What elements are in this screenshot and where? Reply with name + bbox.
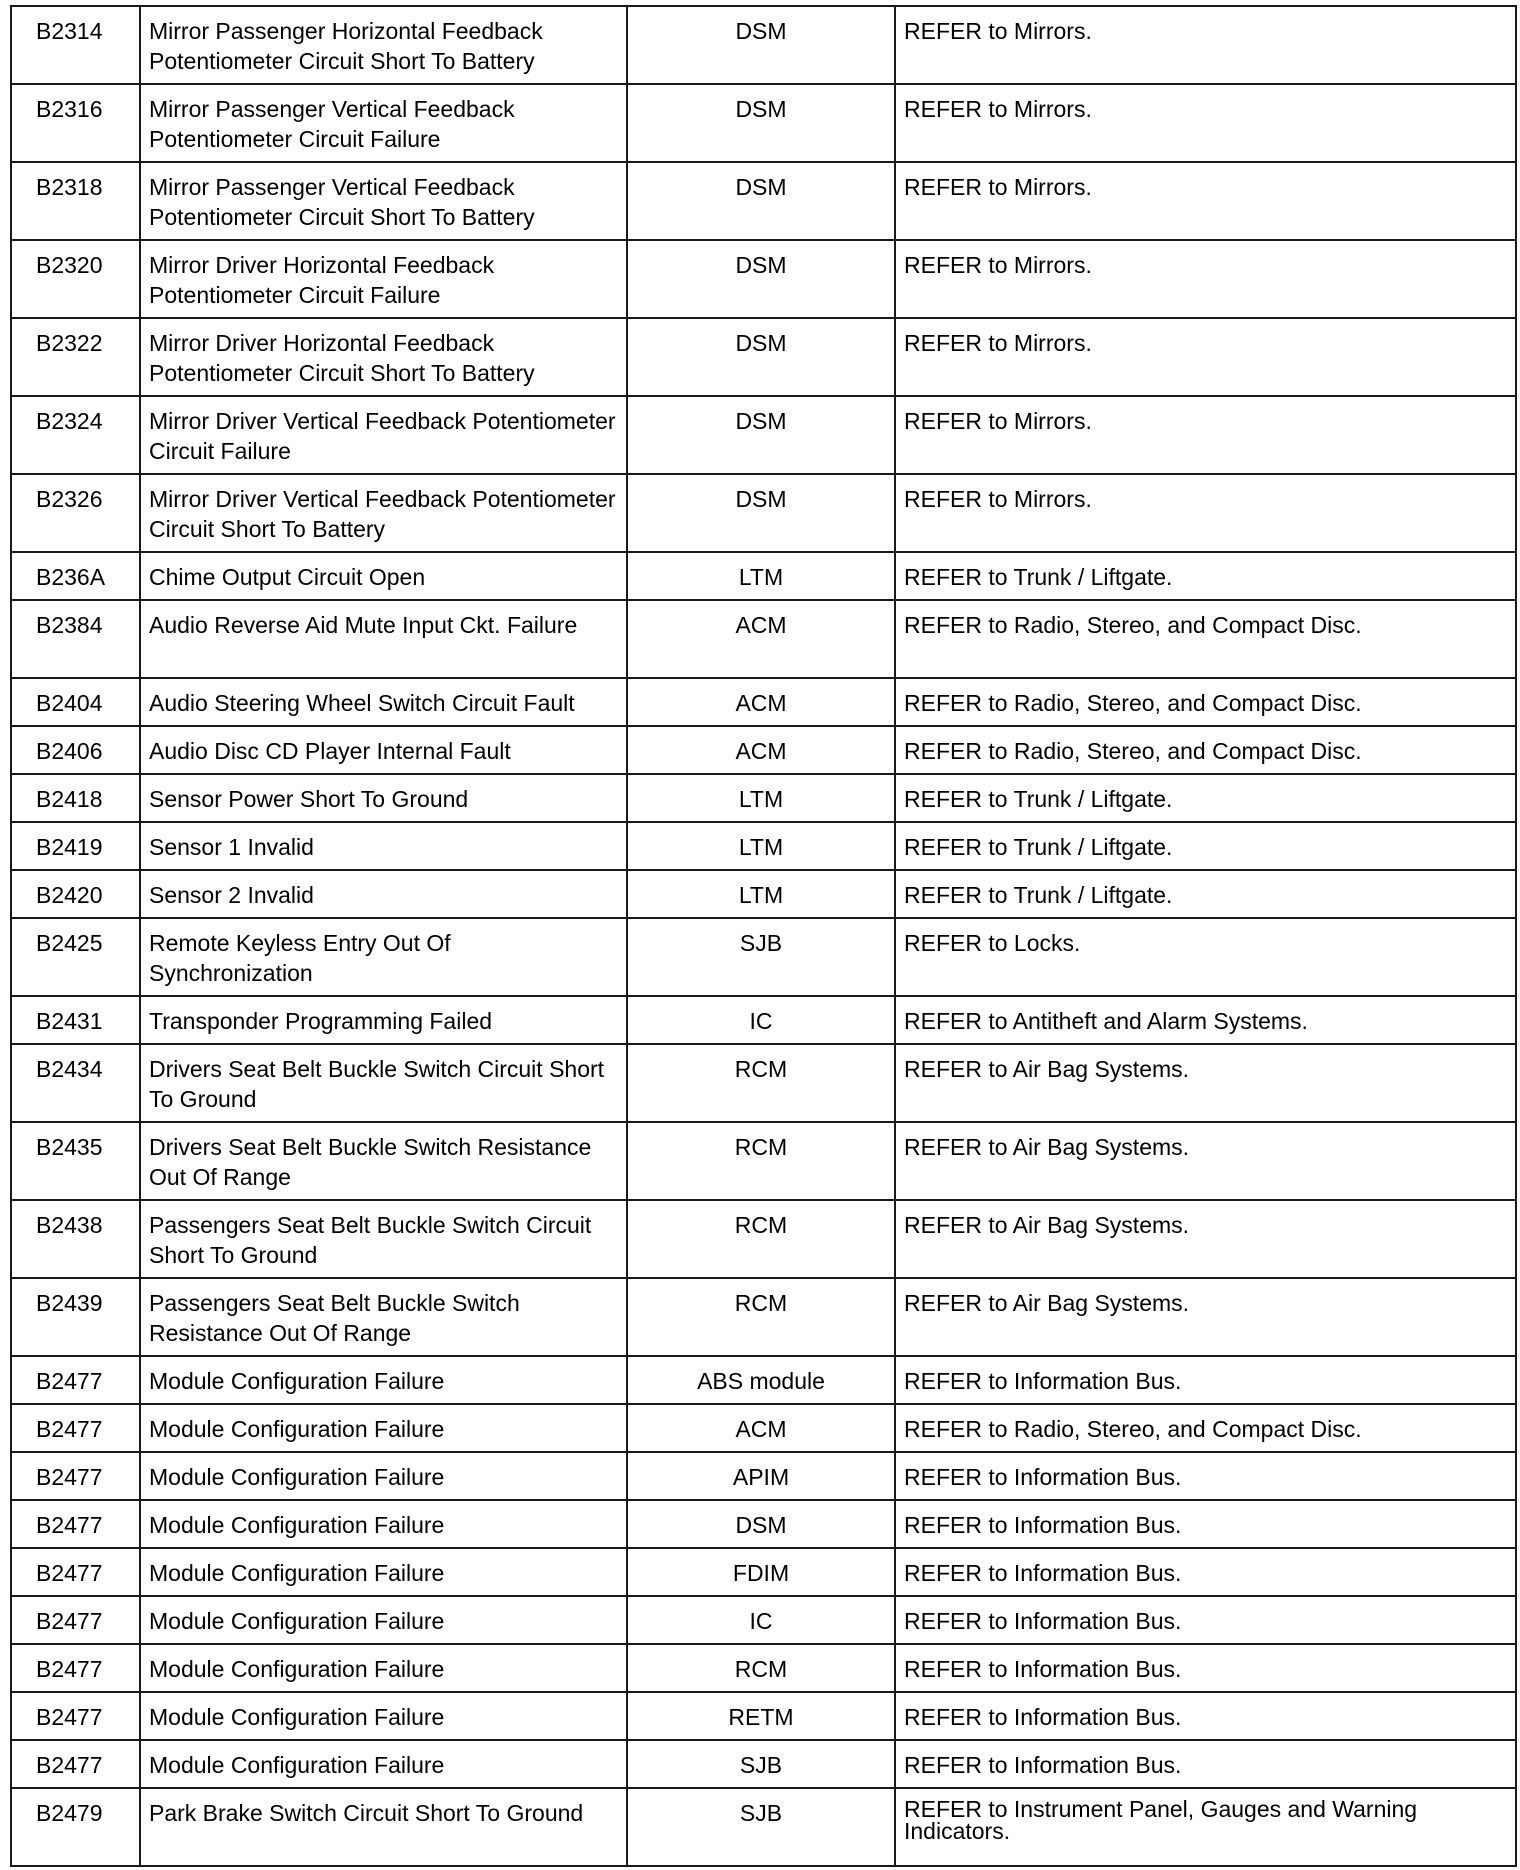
dtc-code: B2318 <box>11 162 140 240</box>
table-row <box>11 678 1516 726</box>
table-row <box>11 552 1516 600</box>
dtc-module: RCM <box>627 1122 895 1200</box>
dtc-action: REFER to Information Bus. <box>895 1500 1516 1548</box>
dtc-description: Drivers Seat Belt Buckle Switch Resistance Out Of Range <box>140 1122 627 1200</box>
dtc-action: REFER to Trunk / Liftgate. <box>895 822 1516 870</box>
dtc-action: REFER to Mirrors. <box>895 240 1516 318</box>
dtc-description: Audio Steering Wheel Switch Circuit Fault <box>140 678 627 726</box>
table-row <box>11 474 1516 552</box>
dtc-action: REFER to Information Bus. <box>895 1692 1516 1740</box>
dtc-code: B2477 <box>11 1692 140 1740</box>
dtc-action: REFER to Mirrors. <box>895 474 1516 552</box>
table-row <box>11 1596 1516 1644</box>
dtc-code: B236A <box>11 552 140 600</box>
table-row <box>11 822 1516 870</box>
dtc-description: Remote Keyless Entry Out Of Synchronization <box>140 918 627 996</box>
dtc-action: REFER to Radio, Stereo, and Compact Disc. <box>895 1404 1516 1452</box>
dtc-action: REFER to Mirrors. <box>895 84 1516 162</box>
dtc-module: RCM <box>627 1278 895 1356</box>
dtc-module: DSM <box>627 318 895 396</box>
dtc-action: REFER to Radio, Stereo, and Compact Disc. <box>895 678 1516 726</box>
dtc-module: ACM <box>627 1404 895 1452</box>
dtc-code: B2477 <box>11 1740 140 1788</box>
dtc-code: B2419 <box>11 822 140 870</box>
dtc-description: Passengers Seat Belt Buckle Switch Circuit Short To Ground <box>140 1200 627 1278</box>
table-row <box>11 1122 1516 1200</box>
dtc-description: Mirror Driver Horizontal Feedback Potentiometer Circuit Short To Battery <box>140 318 627 396</box>
dtc-table <box>10 5 1517 1867</box>
table-row <box>11 1404 1516 1452</box>
dtc-module: DSM <box>627 1500 895 1548</box>
dtc-code: B2324 <box>11 396 140 474</box>
dtc-module: ACM <box>627 678 895 726</box>
dtc-description: Module Configuration Failure <box>140 1644 627 1692</box>
dtc-code: B2316 <box>11 84 140 162</box>
dtc-module: RETM <box>627 1692 895 1740</box>
dtc-description: Chime Output Circuit Open <box>140 552 627 600</box>
dtc-action: REFER to Air Bag Systems. <box>895 1122 1516 1200</box>
dtc-module: SJB <box>627 1740 895 1788</box>
dtc-code: B2479 <box>11 1788 140 1866</box>
table-row <box>11 918 1516 996</box>
dtc-module: FDIM <box>627 1548 895 1596</box>
dtc-module: LTM <box>627 774 895 822</box>
dtc-code: B2477 <box>11 1452 140 1500</box>
table-row <box>11 870 1516 918</box>
dtc-code: B2322 <box>11 318 140 396</box>
table-row <box>11 1740 1516 1788</box>
dtc-code: B2435 <box>11 1122 140 1200</box>
table-row <box>11 1692 1516 1740</box>
dtc-description: Sensor Power Short To Ground <box>140 774 627 822</box>
dtc-code: B2477 <box>11 1644 140 1692</box>
dtc-description: Mirror Driver Vertical Feedback Potentiometer Circuit Failure <box>140 396 627 474</box>
dtc-action: REFER to Trunk / Liftgate. <box>895 552 1516 600</box>
table-row <box>11 1644 1516 1692</box>
dtc-module: RCM <box>627 1200 895 1278</box>
dtc-action: REFER to Antitheft and Alarm Systems. <box>895 996 1516 1044</box>
dtc-code: B2477 <box>11 1500 140 1548</box>
dtc-description: Module Configuration Failure <box>140 1356 627 1404</box>
dtc-code: B2404 <box>11 678 140 726</box>
dtc-description: Module Configuration Failure <box>140 1596 627 1644</box>
dtc-module: DSM <box>627 240 895 318</box>
dtc-module: APIM <box>627 1452 895 1500</box>
dtc-code: B2420 <box>11 870 140 918</box>
dtc-module: DSM <box>627 396 895 474</box>
dtc-module: ACM <box>627 600 895 678</box>
dtc-action: REFER to Information Bus. <box>895 1596 1516 1644</box>
dtc-action: REFER to Mirrors. <box>895 6 1516 84</box>
dtc-description: Mirror Passenger Vertical Feedback Potentiometer Circuit Short To Battery <box>140 162 627 240</box>
dtc-code: B2431 <box>11 996 140 1044</box>
dtc-description: Module Configuration Failure <box>140 1740 627 1788</box>
dtc-action: REFER to Air Bag Systems. <box>895 1044 1516 1122</box>
table-row <box>11 84 1516 162</box>
dtc-code: B2320 <box>11 240 140 318</box>
dtc-code: B2434 <box>11 1044 140 1122</box>
table-row <box>11 1548 1516 1596</box>
dtc-code: B2384 <box>11 600 140 678</box>
dtc-code: B2477 <box>11 1596 140 1644</box>
dtc-description: Audio Disc CD Player Internal Fault <box>140 726 627 774</box>
dtc-module: DSM <box>627 474 895 552</box>
dtc-action: REFER to Information Bus. <box>895 1644 1516 1692</box>
dtc-module: RCM <box>627 1644 895 1692</box>
dtc-module: SJB <box>627 1788 895 1866</box>
dtc-module: LTM <box>627 552 895 600</box>
dtc-module: ACM <box>627 726 895 774</box>
dtc-description: Module Configuration Failure <box>140 1500 627 1548</box>
table-row <box>11 600 1516 678</box>
dtc-module: LTM <box>627 870 895 918</box>
table-row <box>11 1278 1516 1356</box>
dtc-action: REFER to Information Bus. <box>895 1452 1516 1500</box>
dtc-table-body <box>11 6 1516 1866</box>
dtc-description: Drivers Seat Belt Buckle Switch Circuit Short To Ground <box>140 1044 627 1122</box>
dtc-code: B2438 <box>11 1200 140 1278</box>
table-row <box>11 774 1516 822</box>
table-row <box>11 726 1516 774</box>
dtc-description: Passengers Seat Belt Buckle Switch Resistance Out Of Range <box>140 1278 627 1356</box>
dtc-description: Audio Reverse Aid Mute Input Ckt. Failure <box>140 600 627 678</box>
dtc-module: ABS module <box>627 1356 895 1404</box>
table-row <box>11 1200 1516 1278</box>
dtc-description: Module Configuration Failure <box>140 1404 627 1452</box>
dtc-code: B2326 <box>11 474 140 552</box>
dtc-code: B2477 <box>11 1404 140 1452</box>
table-row <box>11 162 1516 240</box>
dtc-action: REFER to Information Bus. <box>895 1548 1516 1596</box>
table-row <box>11 1044 1516 1122</box>
dtc-action: REFER to Radio, Stereo, and Compact Disc. <box>895 600 1516 678</box>
dtc-code: B2425 <box>11 918 140 996</box>
dtc-description: Sensor 2 Invalid <box>140 870 627 918</box>
table-row <box>11 1788 1516 1866</box>
dtc-description: Sensor 1 Invalid <box>140 822 627 870</box>
dtc-module: SJB <box>627 918 895 996</box>
table-row <box>11 1356 1516 1404</box>
dtc-description: Module Configuration Failure <box>140 1548 627 1596</box>
dtc-action: REFER to Mirrors. <box>895 318 1516 396</box>
dtc-action: REFER to Information Bus. <box>895 1356 1516 1404</box>
dtc-action: REFER to Trunk / Liftgate. <box>895 774 1516 822</box>
dtc-code: B2418 <box>11 774 140 822</box>
dtc-module: IC <box>627 1596 895 1644</box>
dtc-action: REFER to Air Bag Systems. <box>895 1278 1516 1356</box>
dtc-module: DSM <box>627 6 895 84</box>
table-row <box>11 1500 1516 1548</box>
table-row <box>11 6 1516 84</box>
dtc-code: B2439 <box>11 1278 140 1356</box>
dtc-description: Park Brake Switch Circuit Short To Ground <box>140 1788 627 1866</box>
dtc-description: Mirror Passenger Vertical Feedback Potentiometer Circuit Failure <box>140 84 627 162</box>
dtc-description: Module Configuration Failure <box>140 1692 627 1740</box>
dtc-description: Mirror Driver Horizontal Feedback Potentiometer Circuit Failure <box>140 240 627 318</box>
dtc-action: REFER to Air Bag Systems. <box>895 1200 1516 1278</box>
dtc-action: REFER to Locks. <box>895 918 1516 996</box>
table-row <box>11 1452 1516 1500</box>
dtc-module: IC <box>627 996 895 1044</box>
dtc-description: Transponder Programming Failed <box>140 996 627 1044</box>
dtc-code: B2406 <box>11 726 140 774</box>
dtc-description: Module Configuration Failure <box>140 1452 627 1500</box>
dtc-code: B2477 <box>11 1356 140 1404</box>
table-row <box>11 318 1516 396</box>
dtc-module: DSM <box>627 84 895 162</box>
table-row <box>11 996 1516 1044</box>
dtc-module: RCM <box>627 1044 895 1122</box>
dtc-action: REFER to Instrument Panel, Gauges and Warning Indicators. <box>895 1788 1516 1866</box>
dtc-action: REFER to Mirrors. <box>895 396 1516 474</box>
dtc-action: REFER to Trunk / Liftgate. <box>895 870 1516 918</box>
dtc-module: DSM <box>627 162 895 240</box>
dtc-description: Mirror Driver Vertical Feedback Potentiometer Circuit Short To Battery <box>140 474 627 552</box>
dtc-module: LTM <box>627 822 895 870</box>
table-row <box>11 240 1516 318</box>
dtc-action: REFER to Radio, Stereo, and Compact Disc. <box>895 726 1516 774</box>
dtc-code: B2477 <box>11 1548 140 1596</box>
dtc-action: REFER to Information Bus. <box>895 1740 1516 1788</box>
table-row <box>11 396 1516 474</box>
dtc-action: REFER to Mirrors. <box>895 162 1516 240</box>
dtc-code: B2314 <box>11 6 140 84</box>
dtc-description: Mirror Passenger Horizontal Feedback Potentiometer Circuit Short To Battery <box>140 6 627 84</box>
